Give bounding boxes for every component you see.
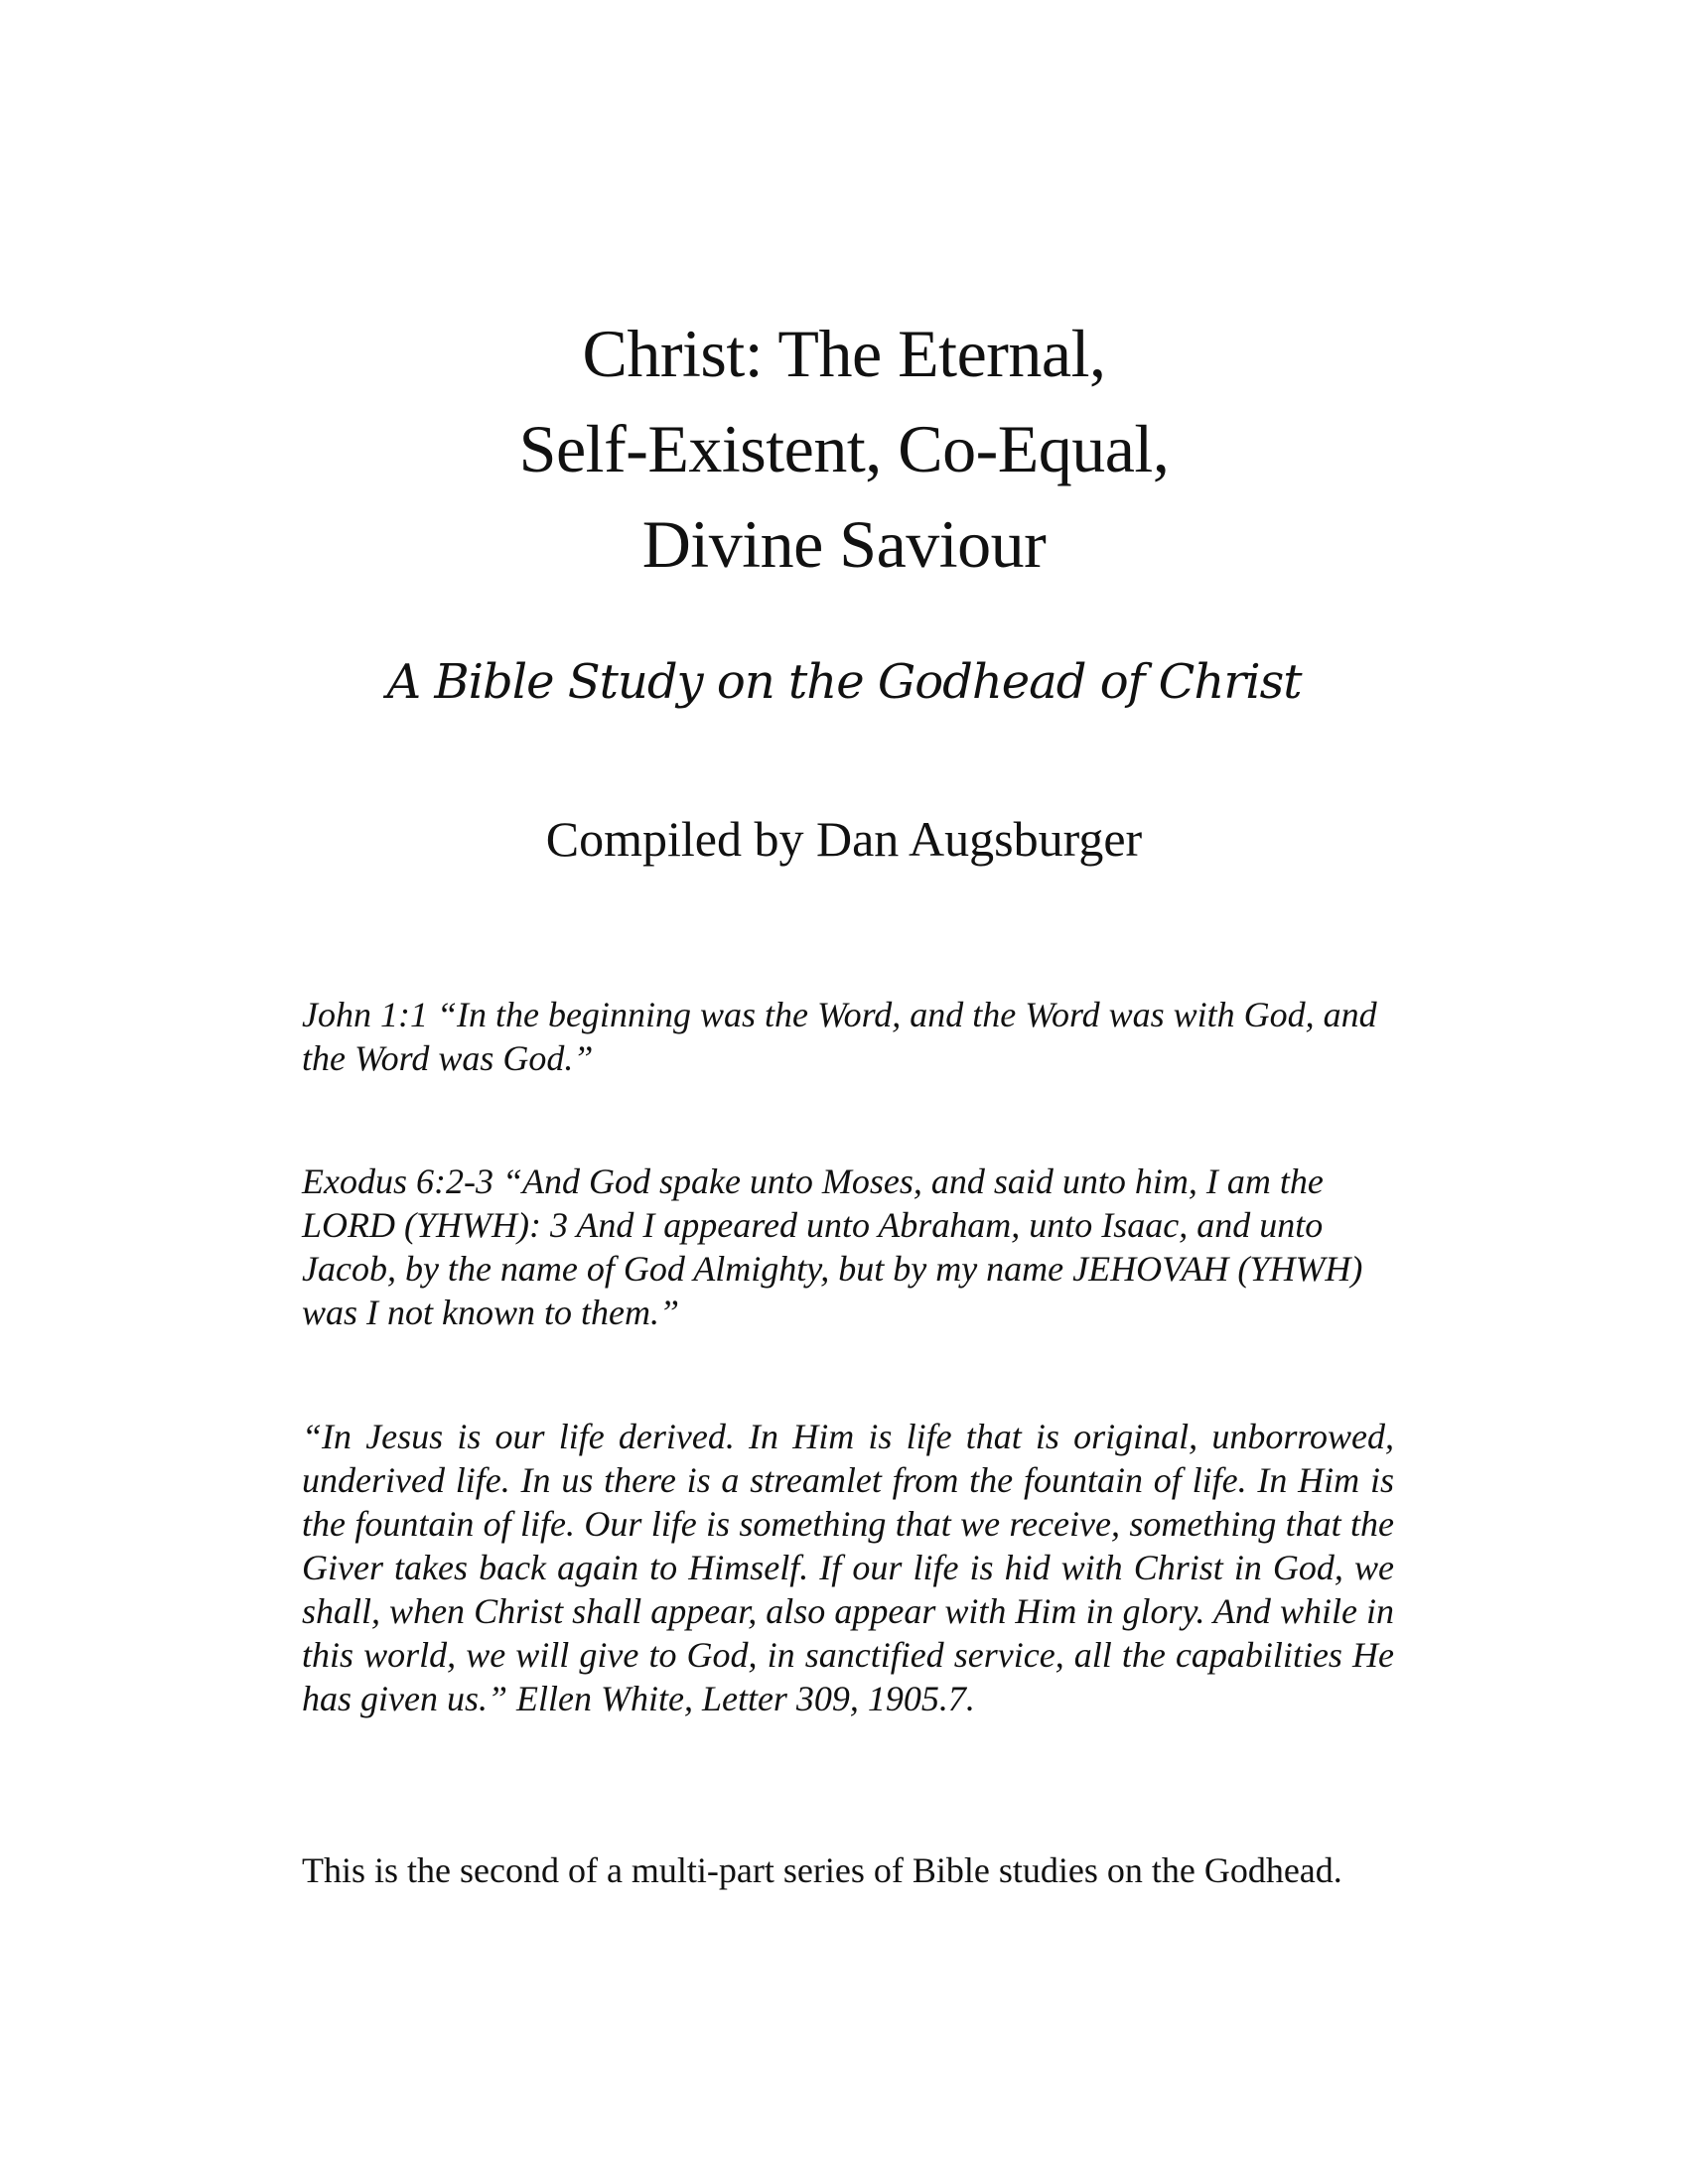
quote-ellen-white: “In Jesus is our life derived. In Him is life that is original, unborrowed, underived life. In us there is a streamlet from the fountain of life. In Him is the fountain of life. Our life is something that we receive, something that the Giver takes back again to Himself. If our life is hid with Christ in God, we shall, when Christ shall appear, also appear with Him in glory. And while in this world, we will give to God, in sanctified service, all the capabilities He has given us.” Ellen White, Letter 309, 1905.7.	[302, 1417, 1394, 1718]
quote-john-1-1: John 1:1 “In the beginning was the Word, and the Word was with God, and the Word was God.”	[302, 995, 1377, 1078]
series-note: This is the second of a multi-part series of Bible studies on the Godhead.	[302, 1850, 1342, 1890]
subtitle: A Bible Study on the Godhead of Christ	[386, 654, 1302, 710]
title-line-3: Divine Saviour	[641, 506, 1047, 582]
title-line-1: Christ: The Eternal,	[582, 316, 1106, 391]
page-title	[0, 306, 1688, 592]
title-line-2: Self-Existent, Co-Equal,	[518, 411, 1170, 486]
byline: Compiled by Dan Augsburger	[545, 811, 1143, 867]
quote-exodus-6-2-3: Exodus 6:2-3 “And God spake unto Moses, and said unto him, I am the LORD (YHWH): 3 And I appeared unto Abraham, unto Isaac, and unto Jacob, by the name of God Almighty, but by my name JEHOVAH (YHWH) was I not known to them.”	[302, 1161, 1363, 1332]
